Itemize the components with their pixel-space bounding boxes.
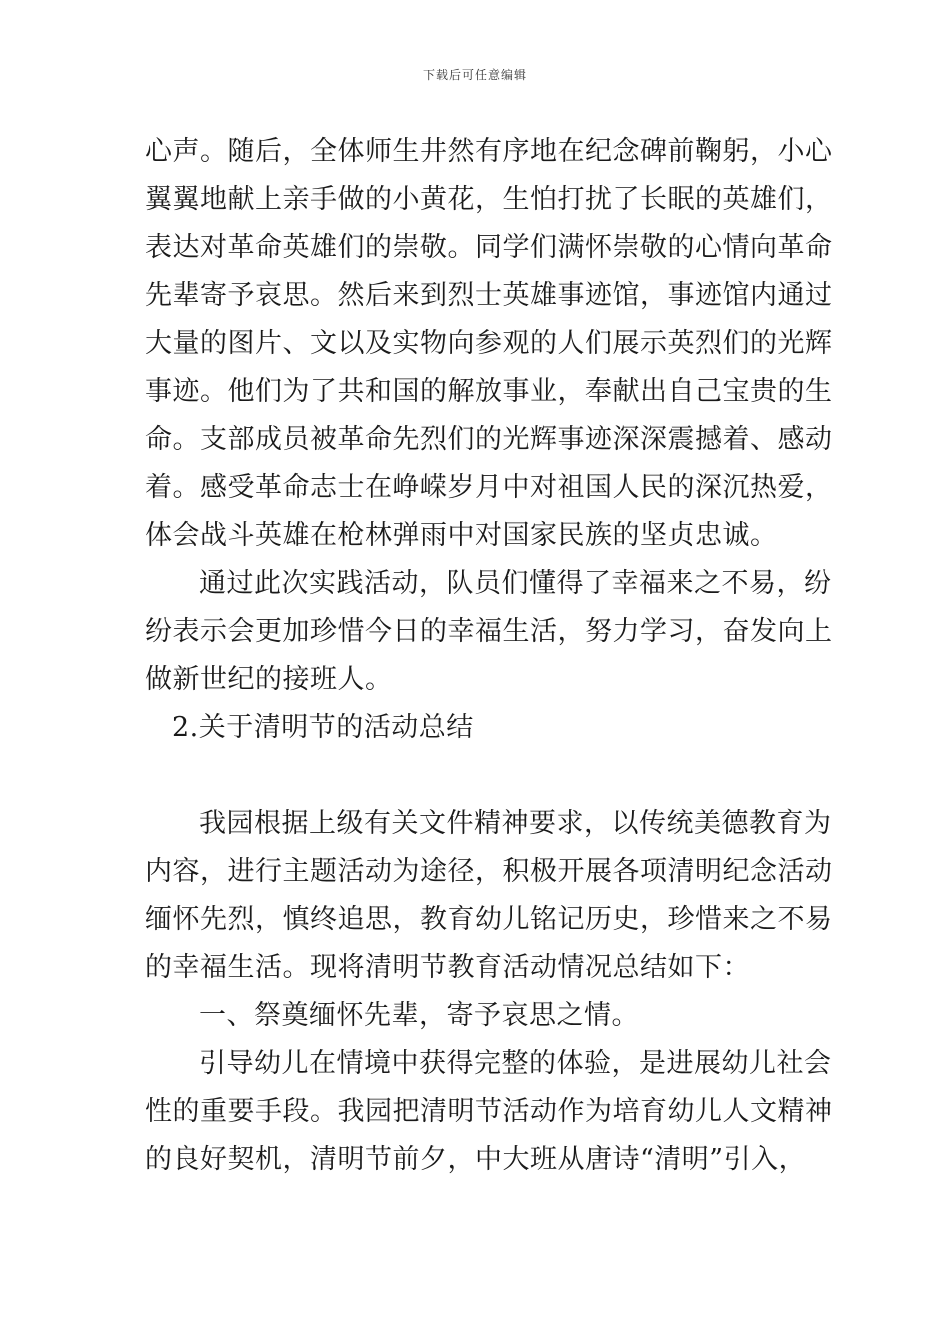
page-header: 下载后可任意编辑 — [422, 68, 527, 82]
text-line: 的良好契机，清明节前夕，中大班从唐诗“清明”引入， — [145, 1144, 807, 1175]
text-line: 命。支部成员被革命先烈们的光辉事迹深深震撼着、感动 — [145, 424, 833, 455]
text-line: 引导幼儿在情境中获得完整的体验，是进展幼儿社会 — [199, 1048, 832, 1079]
text-line: 做新世纪的接班人。 — [145, 664, 393, 695]
subsection-title: 一、祭奠缅怀先辈，寄予哀思之情。 — [199, 1000, 639, 1031]
text-line: 通过此次实践活动，队员们懂得了幸福来之不易，纷 — [199, 568, 832, 599]
text-line: 缅怀先烈，慎终追思，教育幼儿铭记历史，珍惜来之不易 — [145, 904, 833, 935]
text-line: 纷表示会更加珍惜今日的幸福生活，努力学习，奋发向上 — [145, 616, 833, 647]
text-line: 心声。随后，全体师生井然有序地在纪念碑前鞠躬，小心 — [145, 136, 833, 167]
text-line: 翼翼地献上亲手做的小黄花，生怕打扰了长眠的英雄们， — [145, 184, 833, 215]
document-body — [145, 128, 833, 1184]
text-line: 我园根据上级有关文件精神要求，以传统美德教育为 — [199, 808, 832, 839]
blank-line — [145, 752, 807, 800]
text-line: 性的重要手段。我园把清明节活动作为培育幼儿人文精神 — [145, 1096, 833, 1127]
text-line: 大量的图片、文以及实物向参观的人们展示英烈们的光辉 — [145, 328, 833, 359]
text-line: 着。感受革命志士在峥嵘岁月中对祖国人民的深沉热爱， — [145, 472, 833, 503]
text-line: 的幸福生活。现将清明节教育活动情况总结如下： — [145, 952, 750, 983]
text-line: 表达对革命英雄们的崇敬。同学们满怀崇敬的心情向革命 — [145, 232, 833, 263]
text-line: 先辈寄予哀思。然后来到烈士英雄事迹馆，事迹馆内通过 — [145, 280, 833, 311]
section-heading: 2.关于清明节的活动总结 — [172, 712, 474, 743]
text-line: 体会战斗英雄在枪林弹雨中对国家民族的坚贞忠诚。 — [145, 520, 778, 551]
text-line: 内容，进行主题活动为途径，积极开展各项清明纪念活动 — [145, 856, 833, 887]
text-line: 事迹。他们为了共和国的解放事业，奉献出自己宝贵的生 — [145, 376, 833, 407]
